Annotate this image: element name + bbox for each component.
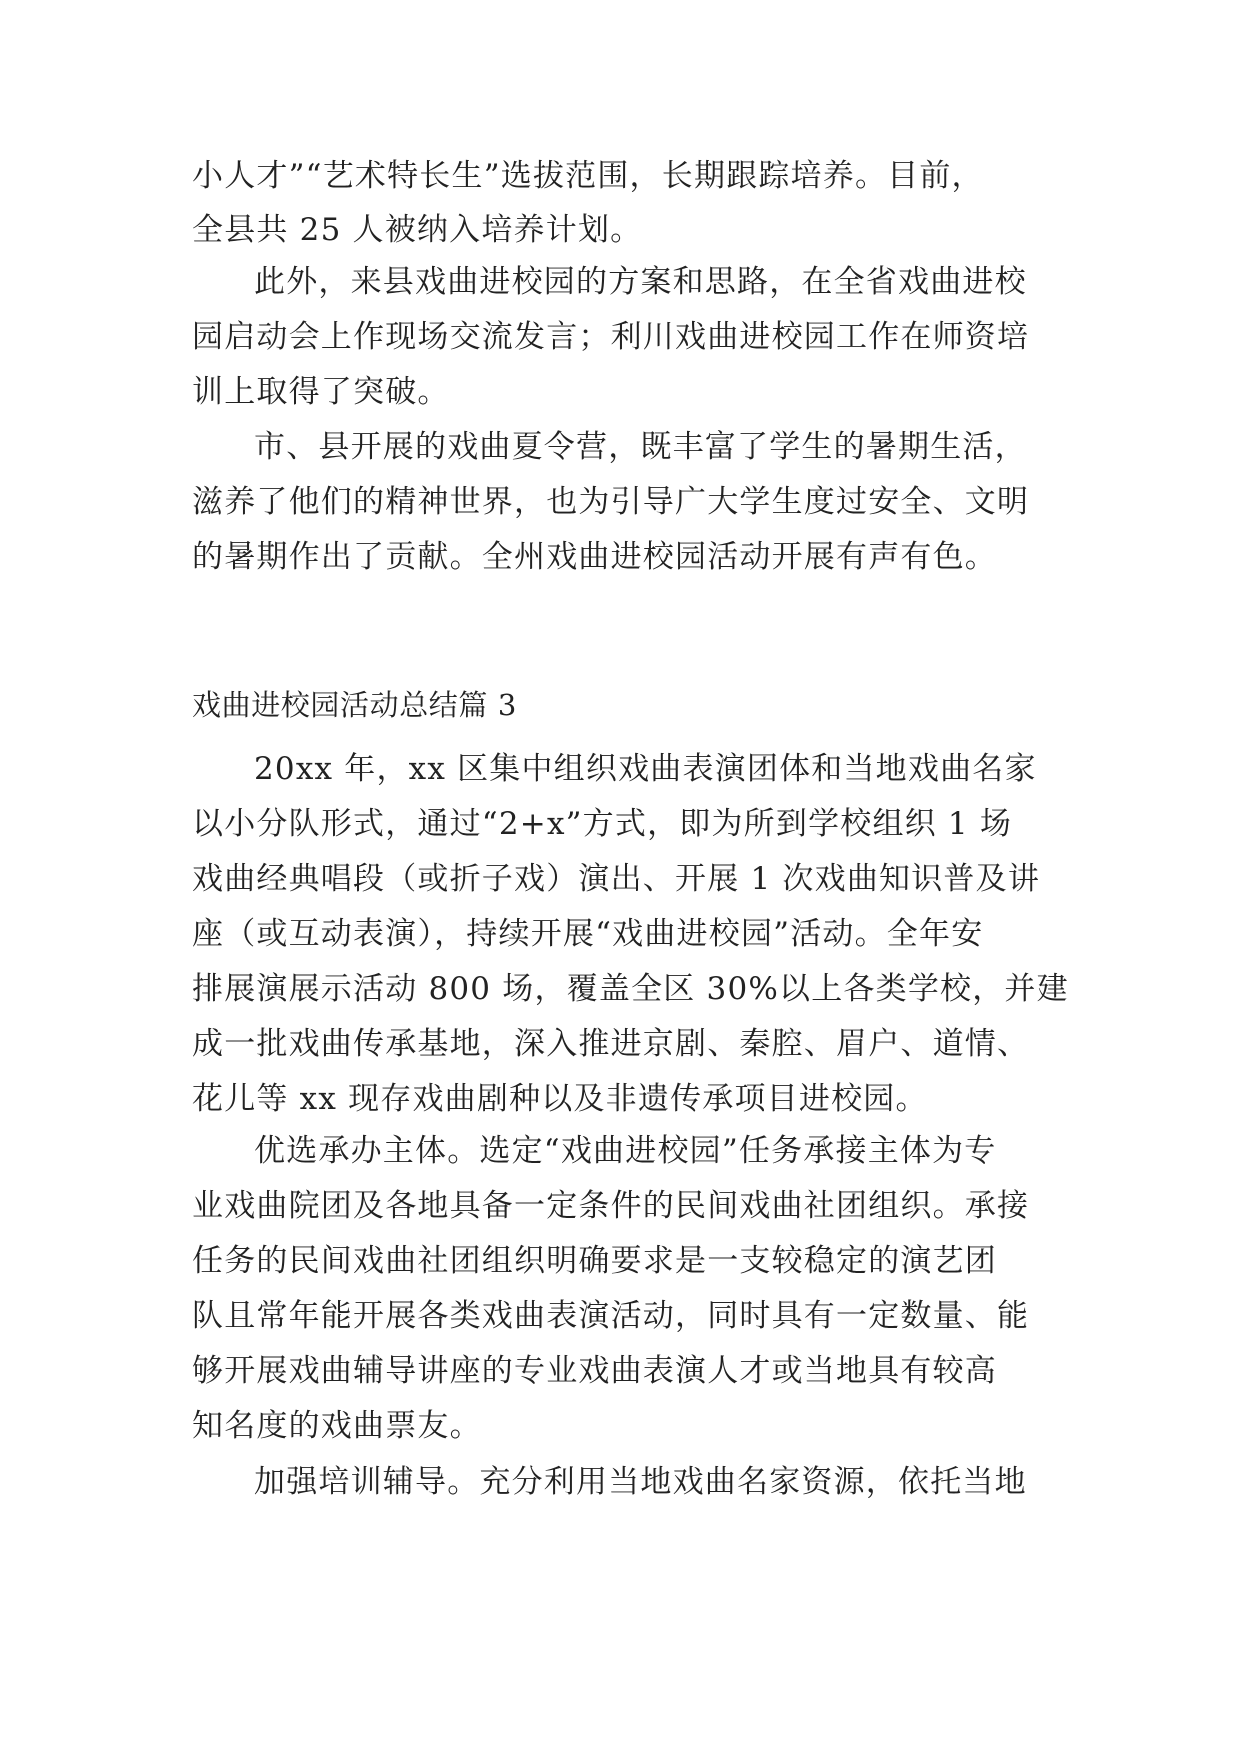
text-line: 全县共 25 人被纳入培养计划。 [192, 212, 643, 248]
text-line: 加强培训辅导。充分利用当地戏曲名家资源，依托当地 [254, 1464, 1027, 1500]
text-line: 座（或互动表演），持续开展“戏曲进校园”活动。全年安 [192, 916, 984, 952]
text-line: 滋养了他们的精神世界，也为引导广大学生度过安全、文明 [192, 484, 1030, 520]
text-line: 任务的民间戏曲社团组织明确要求是一支较稳定的演艺团 [192, 1243, 997, 1279]
section-heading: 戏曲进校园活动总结篇 3 [192, 688, 517, 722]
text-line: 的暑期作出了贡献。全州戏曲进校园活动开展有声有色。 [192, 539, 997, 575]
text-line: 成一批戏曲传承基地，深入推进京剧、秦腔、眉户、道情、 [192, 1026, 1030, 1062]
text-line: 训上取得了突破。 [192, 374, 450, 410]
text-line: 排展演展示活动 800 场，覆盖全区 30%以上各类学校，并建 [192, 971, 1069, 1007]
text-line: 以小分队形式，通过“2+x”方式，即为所到学校组织 1 场 [192, 806, 1013, 842]
text-line: 戏曲经典唱段（或折子戏）演出、开展 1 次戏曲知识普及讲 [192, 861, 1041, 897]
text-line: 知名度的戏曲票友。 [192, 1408, 482, 1444]
text-line: 园启动会上作现场交流发言；利川戏曲进校园工作在师资培 [192, 319, 1030, 355]
text-line: 市、县开展的戏曲夏令营，既丰富了学生的暑期生活， [254, 429, 1027, 465]
text-line: 花儿等 xx 现存戏曲剧种以及非遗传承项目进校园。 [192, 1081, 928, 1117]
text-line: 业戏曲院团及各地具备一定条件的民间戏曲社团组织。承接 [192, 1188, 1030, 1224]
text-line: 够开展戏曲辅导讲座的专业戏曲表演人才或当地具有较高 [192, 1353, 997, 1389]
text-line: 小人才”“艺术特长生”选拔范围，长期跟踪培养。目前， [192, 158, 984, 194]
text-line: 优选承办主体。选定“戏曲进校园”任务承接主体为专 [254, 1133, 997, 1169]
text-line: 此外，来县戏曲进校园的方案和思路，在全省戏曲进校 [254, 264, 1027, 300]
text-line: 20xx 年，xx 区集中组织戏曲表演团体和当地戏曲名家 [254, 751, 1037, 787]
text-line: 队且常年能开展各类戏曲表演活动，同时具有一定数量、能 [192, 1298, 1030, 1334]
